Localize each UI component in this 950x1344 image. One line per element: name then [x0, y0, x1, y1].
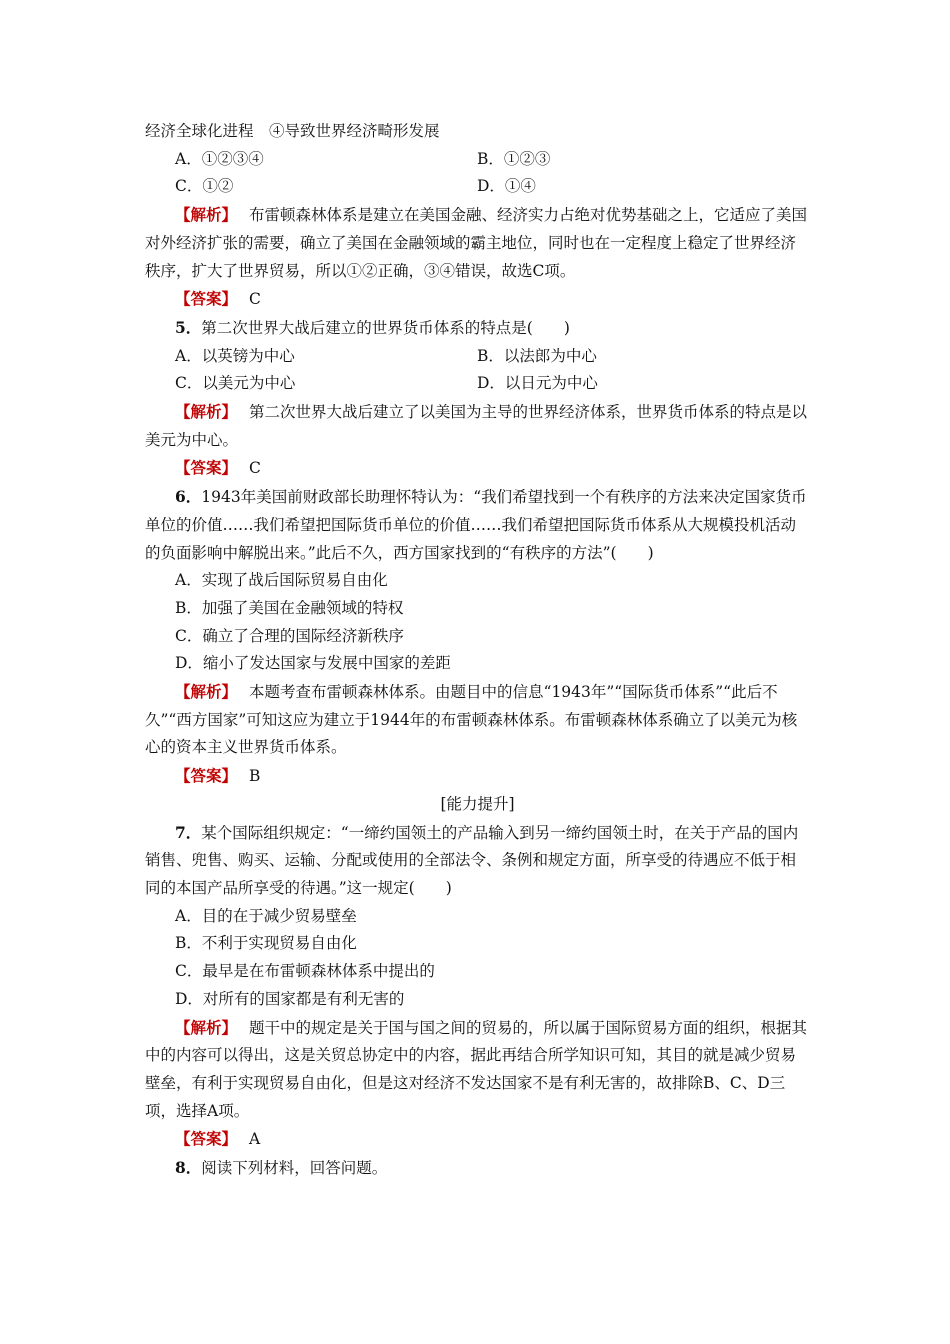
q6-analysis-text: 本题考查布雷顿森林体系。由题目中的信息“1943年”“国际货币体系”“此后不久”“西方国家”可知这应为建立于1944年的布雷顿森林体系。布雷顿森林体系确立了以美元为核心的资本主义世界货币体系。: [145, 683, 798, 757]
q4-option-c: C．①②: [175, 177, 234, 196]
q7-analysis-text: 题干中的规定是关于国与国之间的贸易的，所以属于国际贸易方面的组织，根据其中的内容可以得出，这是关贸总协定中的内容，据此再结合所学知识可知，其目的就是减少贸易壁垒，有利于实现贸易自由化，但是这对经济不发达国家不是有利无害的，故排除B、C、D三项，选择A项。: [145, 1018, 808, 1120]
q5-stem-text: 第二次世界大战后建立的世界货币体系的特点是( ): [201, 318, 570, 337]
document-page: [145, 118, 810, 1183]
q6-stem-text: 1943年美国前财政部长助理怀特认为：“我们希望找到一个有秩序的方法来决定国家货币单位的价值……我们希望把国际货币单位的价值……我们希望把国际货币体系从大规模投机活动的负面影响中解脱出来。”此后不久，西方国家找到的“有秩序的方法”( ): [145, 488, 807, 562]
analysis-tag: 【解析】: [175, 402, 238, 422]
q4-answer: [145, 285, 810, 314]
q6-option-a: A．实现了战后国际贸易自由化: [175, 571, 388, 590]
q7-option-b: B．不利于实现贸易自由化: [175, 934, 357, 953]
q5-answer-value: C: [249, 459, 261, 478]
answer-tag: 【答案】: [175, 289, 238, 309]
q7-option-d: D．对所有的国家都是有利无害的: [175, 989, 405, 1008]
q6-option-d: D．缩小了发达国家与发展中国家的差距: [175, 654, 451, 673]
q5-option-b: B．以法郎为中心: [477, 346, 597, 365]
q8-stem-text: 阅读下列材料，回答问题。: [201, 1159, 388, 1178]
q4-analysis: [145, 201, 810, 285]
q7-answer: [145, 1125, 810, 1154]
q7-analysis: [145, 1014, 810, 1126]
q7-number: 7．: [175, 822, 202, 842]
q6-answer-value: B: [249, 767, 261, 786]
q4-options-row-1: [145, 146, 810, 174]
section-heading: [能力提升]: [440, 794, 515, 813]
q5-options-row-1: [145, 343, 810, 371]
q4-option-a: A．①②③④: [175, 149, 264, 168]
q7-option-c: C．最早是在布雷顿森林体系中提出的: [175, 962, 435, 981]
q6-answer: [145, 762, 810, 791]
analysis-tag: 【解析】: [175, 205, 238, 225]
q4-analysis-text: 布雷顿森林体系是建立在美国金融、经济实力占绝对优势基础之上，它适应了美国对外经济扩张的需要，确立了美国在金融领域的霸主地位，同时也在一定程度上稳定了世界经济秩序，扩大了世界贸易，所以①②正确，③④错误，故选C项。: [145, 206, 808, 280]
q5-options-row-2: [145, 370, 810, 398]
q5-stem: [145, 314, 810, 343]
q6-option-c: C．确立了合理的国际经济新秩序: [175, 626, 404, 645]
q7-option-a: A．目的在于减少贸易壁垒: [175, 906, 357, 925]
q8-number: 8．: [175, 1158, 202, 1178]
q4-option-b: B．①②③: [477, 149, 551, 168]
q5-number: 5．: [175, 317, 202, 337]
q5-option-a: A．以英镑为中心: [175, 346, 295, 365]
q5-answer: [145, 454, 810, 483]
q8-stem: [145, 1154, 810, 1183]
q7-stem: [145, 819, 810, 903]
q4-option-d: D．①④: [477, 177, 536, 196]
q4-answer-value: C: [249, 290, 261, 309]
q6-stem: [145, 483, 810, 567]
answer-tag: 【答案】: [175, 458, 238, 478]
q5-option-d: D．以日元为中心: [477, 374, 598, 393]
answer-tag: 【答案】: [175, 766, 238, 786]
analysis-tag: 【解析】: [175, 1017, 238, 1037]
q4-stem-continuation: 经济全球化进程 ④导致世界经济畸形发展: [145, 122, 440, 140]
q6-number: 6．: [175, 487, 202, 507]
q4-options-row-2: [145, 173, 810, 201]
q5-analysis-text: 第二次世界大战后建立了以美国为主导的世界经济体系，世界货币体系的特点是以美元为中心。: [145, 403, 808, 449]
q6-option-b: B．加强了美国在金融领域的特权: [175, 598, 404, 617]
q7-answer-value: A: [249, 1130, 261, 1149]
analysis-tag: 【解析】: [175, 682, 238, 702]
answer-tag: 【答案】: [175, 1129, 238, 1149]
q5-option-c: C．以美元为中心: [175, 374, 296, 393]
q7-stem-text: 某个国际组织规定：“一缔约国领土的产品输入到另一缔约国领土时，在关于产品的国内销售、兜售、购买、运输、分配或使用的全部法令、条例和规定方面，所享受的待遇应不低于相同的本国产品所享受的待遇。”这一规定( ): [145, 823, 799, 897]
q6-analysis: [145, 678, 810, 762]
q5-analysis: [145, 398, 810, 454]
